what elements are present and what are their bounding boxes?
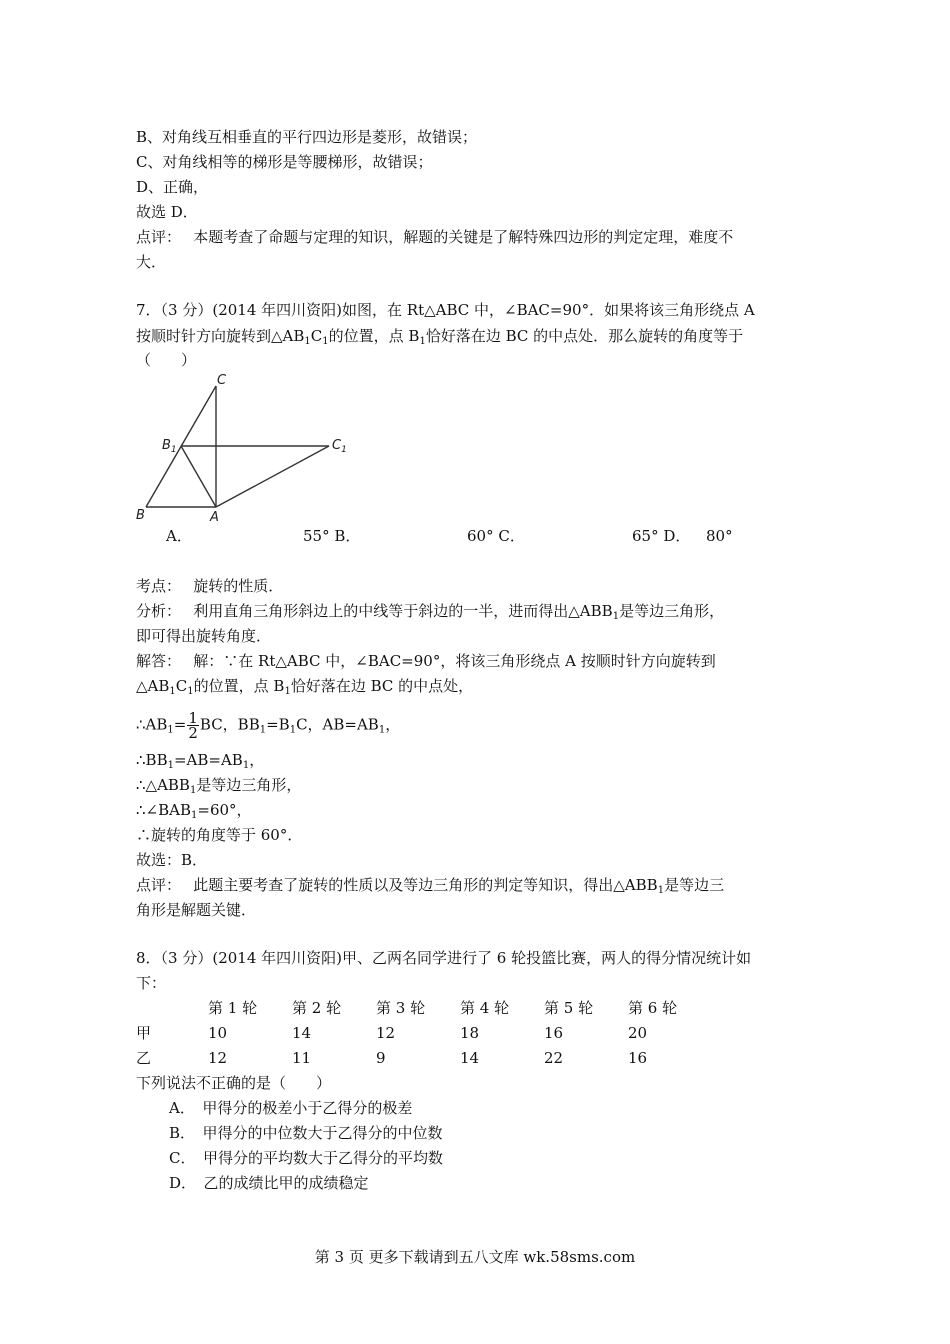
- q7-option-e: 80°: [706, 527, 733, 545]
- table-cell: 10: [208, 1024, 228, 1042]
- table-header: 第 1 轮: [208, 999, 258, 1017]
- q7-option-d: 65° D．: [632, 527, 691, 545]
- q7-step2: $\therefore BB_1=AB=AB_1$，: [136, 751, 265, 771]
- segment-ac1: [216, 446, 329, 507]
- q7-step5: ∴旋转的角度等于 60°．: [136, 826, 303, 844]
- q7-rotation-figure: [132, 366, 357, 526]
- q7-stem-line3: （ ）: [136, 351, 197, 369]
- q7-option-b: 55° B．: [303, 527, 361, 545]
- table-cell: 22: [544, 1049, 564, 1067]
- table-row-label: 乙: [136, 1049, 152, 1067]
- q6-answer: 故选 D．: [136, 203, 198, 221]
- table-cell: 16: [544, 1024, 564, 1042]
- table-cell: 11: [292, 1049, 312, 1067]
- label-b: B: [136, 508, 145, 523]
- q7-solution-line1: 解答： 解：∵在 Rt△ABC 中，∠BAC=90°，将该三角形绕点 A 按顺时针方向旋转到: [136, 652, 716, 670]
- q8-option-a: A． 甲得分的极差小于乙得分的极差: [169, 1099, 413, 1117]
- fraction-one-half: $\frac{1}{2}$: [188, 709, 198, 742]
- label-c: C: [217, 373, 227, 388]
- q8-option-d: D． 乙的成绩比甲的成绩稳定: [169, 1174, 369, 1192]
- q6-option-d-line: D、正确，: [136, 178, 209, 196]
- page-footer: 第 3 页 更多下载请到五八文库 wk.58sms.com: [314, 1248, 636, 1266]
- q6-comment-line2: 大．: [136, 253, 167, 271]
- q7-stem-line2: 按顺时针方向旋转到$\triangle AB_1C_1$的位置，点 $B_1$恰好落在边 BC 的中点处．那么旋转的角度等于: [136, 327, 744, 347]
- q7-solution-line2: $\triangle AB_1C_1$的位置，点 $B_1$恰好落在边 BC 的中点处，: [136, 677, 474, 697]
- table-cell: 12: [208, 1049, 228, 1067]
- q8-option-b: B． 甲得分的中位数大于乙得分的中位数: [169, 1124, 443, 1142]
- label-c1: $C_1$: [332, 438, 347, 455]
- q7-step1: $\therefore AB_1=$ $\frac{1}{2}$ BC，$BB_1=B_1C$，$AB=AB_1$，: [136, 709, 401, 742]
- table-cell: 20: [628, 1024, 648, 1042]
- q6-option-b-line: B、对角线互相垂直的平行四边形是菱形，故错误；: [136, 128, 478, 146]
- label-a: A: [210, 510, 219, 525]
- q8-option-c: C． 甲得分的平均数大于乙得分的平均数: [169, 1149, 443, 1167]
- q7-kaodian: 考点： 旋转的性质．: [136, 577, 284, 595]
- table-cell: 16: [628, 1049, 648, 1067]
- q7-option-a: A．: [166, 527, 192, 545]
- q7-answer: 故选：B．: [136, 851, 208, 869]
- q7-step3: $\therefore\triangle ABB_1$是等边三角形，: [136, 776, 302, 796]
- q6-comment-line1: 点评： 本题考查了命题与定理的知识，解题的关键是了解特殊四边形的判定定理，难度不: [136, 228, 734, 246]
- q7-analysis-line1: 分析： 利用直角三角形斜边上的中线等于斜边的一半，进而得出$\triangle ABB_1$是等边三角形，: [136, 602, 725, 622]
- q7-analysis-line2: 即可得出旋转角度．: [136, 627, 272, 645]
- q7-comment-line1: 点评： 此题主要考查了旋转的性质以及等边三角形的判定等知识，得出$\triangle ABB_1$是等边三: [136, 876, 725, 896]
- q7-comment-line2: 角形是解题关键．: [136, 901, 257, 919]
- table-cell: 14: [460, 1049, 480, 1067]
- q7-option-c: 60° C．: [467, 527, 525, 545]
- label-b1: $B_1$: [162, 438, 177, 455]
- q7-stem-line1: 7．（3 分）(2014 年四川资阳)如图，在 Rt△ABC 中，∠BAC=90°．如果将该三角形绕点 A: [136, 301, 755, 319]
- table-header: 第 2 轮: [292, 999, 342, 1017]
- segment-b1a: [181, 446, 216, 507]
- table-header: 第 6 轮: [628, 999, 678, 1017]
- q8-stem-line1: 8．（3 分）(2014 年四川资阳)甲、乙两名同学进行了 6 轮投篮比赛，两人的得分情况统计如: [136, 949, 752, 967]
- table-header: 第 5 轮: [544, 999, 594, 1017]
- q7-step4: $\therefore\angle BAB_1=60^\circ$，: [136, 801, 252, 821]
- table-header: 第 3 轮: [376, 999, 426, 1017]
- q8-stem-line2: 下：: [136, 974, 167, 992]
- table-cell: 14: [292, 1024, 312, 1042]
- table-header: 第 4 轮: [460, 999, 510, 1017]
- table-cell: 9: [376, 1049, 386, 1067]
- table-cell: 18: [460, 1024, 480, 1042]
- q8-question: 下列说法不正确的是（ ）: [136, 1074, 332, 1092]
- table-cell: 12: [376, 1024, 396, 1042]
- table-row-label: 甲: [136, 1024, 152, 1042]
- q6-option-c-line: C、对角线相等的梯形是等腰梯形，故错误；: [136, 153, 433, 171]
